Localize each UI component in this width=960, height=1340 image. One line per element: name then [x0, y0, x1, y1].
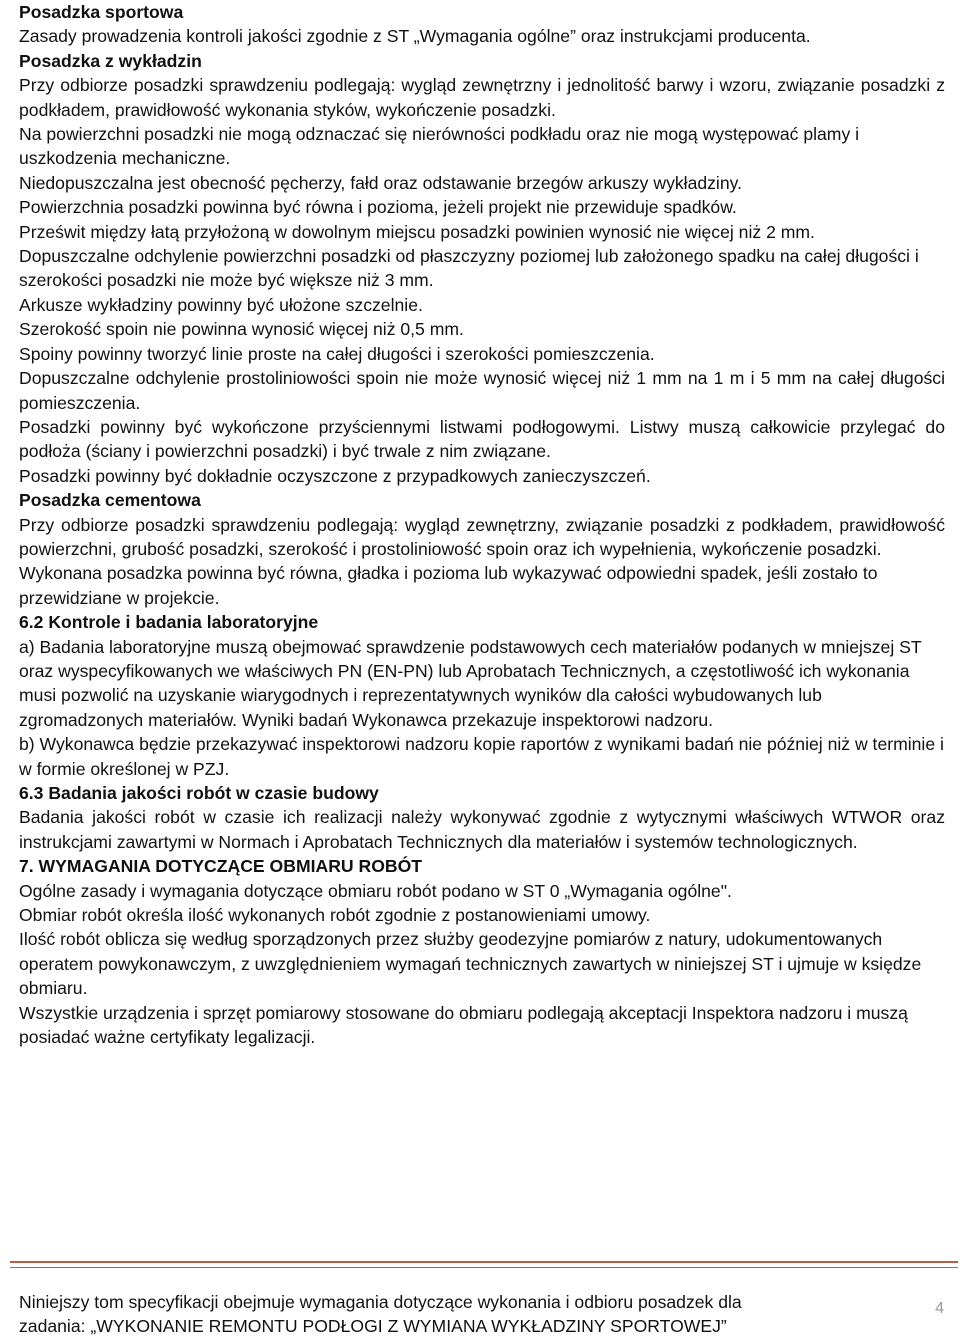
heading-posadzka-cementowa: Posadzka cementowa	[19, 490, 201, 511]
paragraph: Przy odbiorze posadzki sprawdzeniu podlegają: wygląd zewnętrzny, związanie posadzki z podkładem, prawidłowość powierzchni, grubość posadzki, szerokość i prostoliniowość spoin oraz ich wypełnienia, wykończenie posadzki.	[19, 514, 945, 559]
page-footer	[19, 1290, 919, 1338]
paragraph: Posadzki powinny być wykończone przyściennymi listwami podłogowymi. Listwy muszą całkowicie przylegać do podłoża (ściany i powierzchni posadzki) i być trwale z nim związane.	[19, 416, 945, 462]
heading-posadzka-sportowa: Posadzka sportowa	[19, 2, 184, 22]
paragraph: Dopuszczalne odchylenie powierzchni posadzki od płaszczyzny poziomej lub założonego spadku na całej długości i szerokości posadzki nie może być większe niż 3 mm.	[19, 246, 919, 291]
paragraph: Arkusze wykładziny powinny być ułożone szczelnie.	[19, 294, 423, 315]
paragraph: Wszystkie urządzenia i sprzęt pomiarowy stosowane do obmiaru podlegają akceptacji Inspektora nadzoru i muszą posiadać ważne certyfikaty legalizacji.	[19, 1002, 908, 1048]
paragraph: Przy odbiorze posadzki sprawdzeniu podlegają: wygląd zewnętrzny i jednolitość barwy i wzoru, związanie posadzki z podkładem, prawidłowość wykonania styków, wykończenie posadzki.	[19, 75, 945, 120]
paragraph: b) Wykonawca będzie przekazywać inspektorowi nadzoru kopie raportów z wynikami badań nie później niż w terminie i w formie określonej w PZJ.	[19, 734, 944, 779]
paragraph: Obmiar robót określa ilość wykonanych robót zgodnie z postanowieniami umowy.	[19, 905, 651, 926]
footer-line-1: Niniejszy tom specyfikacji obejmuje wymagania dotyczące wykonania i odbioru posadzek dla	[19, 1292, 742, 1312]
footer-line-2: zadania: „WYKONANIE REMONTU PODŁOGI Z WYMIANA WYKŁADZINY SPORTOWEJ”	[19, 1316, 727, 1336]
paragraph: Na powierzchni posadzki nie mogą odznaczać się nierówności podkładu oraz nie mogą występować plamy i uszkodzenia mechaniczne.	[19, 124, 860, 169]
paragraph: Spoiny powinny tworzyć linie proste na całej długości i szerokości pomieszczenia.	[19, 343, 655, 364]
paragraph: Badania jakości robót w czasie ich realizacji należy wykonywać zgodnie z wytycznymi właściwych WTWOR oraz instrukcjami zawartymi w Normach i Aprobatach Technicznych dla materiałów i systemów technologicznych.	[19, 807, 945, 852]
paragraph: Szerokość spoin nie powinna wynosić więcej niż 0,5 mm.	[19, 319, 464, 340]
heading-7: 7. WYMAGANIA DOTYCZĄCE OBMIARU ROBÓT	[19, 856, 423, 877]
paragraph: Wykonana posadzka powinna być równa, gładka i pozioma lub wykazywać odpowiedni spadek, jeśli zostało to przewidziane w projekcie.	[19, 563, 878, 608]
heading-6-2: 6.2 Kontrole i badania laboratoryjne	[19, 612, 319, 633]
paragraph: Prześwit między łatą przyłożoną w dowolnym miejscu posadzki powinien wynosić nie więcej niż 2 mm.	[19, 221, 815, 242]
paragraph: Niedopuszczalna jest obecność pęcherzy, fałd oraz odstawanie brzegów arkuszy wykładziny.	[19, 172, 743, 193]
heading-6-3: 6.3 Badania jakości robót w czasie budowy	[19, 783, 379, 803]
paragraph: Ogólne zasady i wymagania dotyczące obmiaru robót podano w ST 0 „Wymagania ogólne".	[19, 880, 732, 901]
paragraph: Posadzki powinny być dokładnie oczyszczone z przypadkowych zanieczyszczeń.	[19, 465, 651, 486]
paragraph: a) Badania laboratoryjne muszą obejmować sprawdzenie podstawowych cech materiałów podanych w mniejszej ST oraz wyspecyfikowanych we właściwych PN (EN-PN) lub Aprobatach Technicznych, a częstotliwość ich wykonania musi pozwolić na uzyskanie wiarygodnych i reprezentatywnych wyników dla całości wybudowanych lub zgromadzonych materiałów. Wyniki badań Wykonawca przekazuje inspektorowi nadzoru.	[19, 636, 922, 730]
paragraph: Ilość robót oblicza się według sporządzonych przez służby geodezyjne pomiarów z natury, udokumentowanych operatem powykonawczym, z uwzględnieniem wymagań technicznych zawartych w niniejszej ST i ujmuje w księdze obmiaru.	[19, 929, 922, 999]
paragraph: Zasady prowadzenia kontroli jakości zgodnie z ST „Wymagania ogólne” oraz instrukcjami producenta.	[19, 26, 811, 47]
document-body	[19, 0, 945, 1049]
footer-rule-thin	[10, 1267, 958, 1268]
heading-posadzka-z-wykladzin: Posadzka z wykładzin	[19, 50, 202, 71]
page-number: 4	[935, 1300, 944, 1317]
paragraph: Powierzchnia posadzki powinna być równa i pozioma, jeżeli projekt nie przewiduje spadków.	[19, 197, 737, 218]
footer-rule-thick	[10, 1261, 958, 1263]
paragraph: Dopuszczalne odchylenie prostoliniowości spoin nie może wynosić więcej niż 1 mm na 1 m i 5 mm na całej długości pomieszczenia.	[19, 368, 945, 413]
